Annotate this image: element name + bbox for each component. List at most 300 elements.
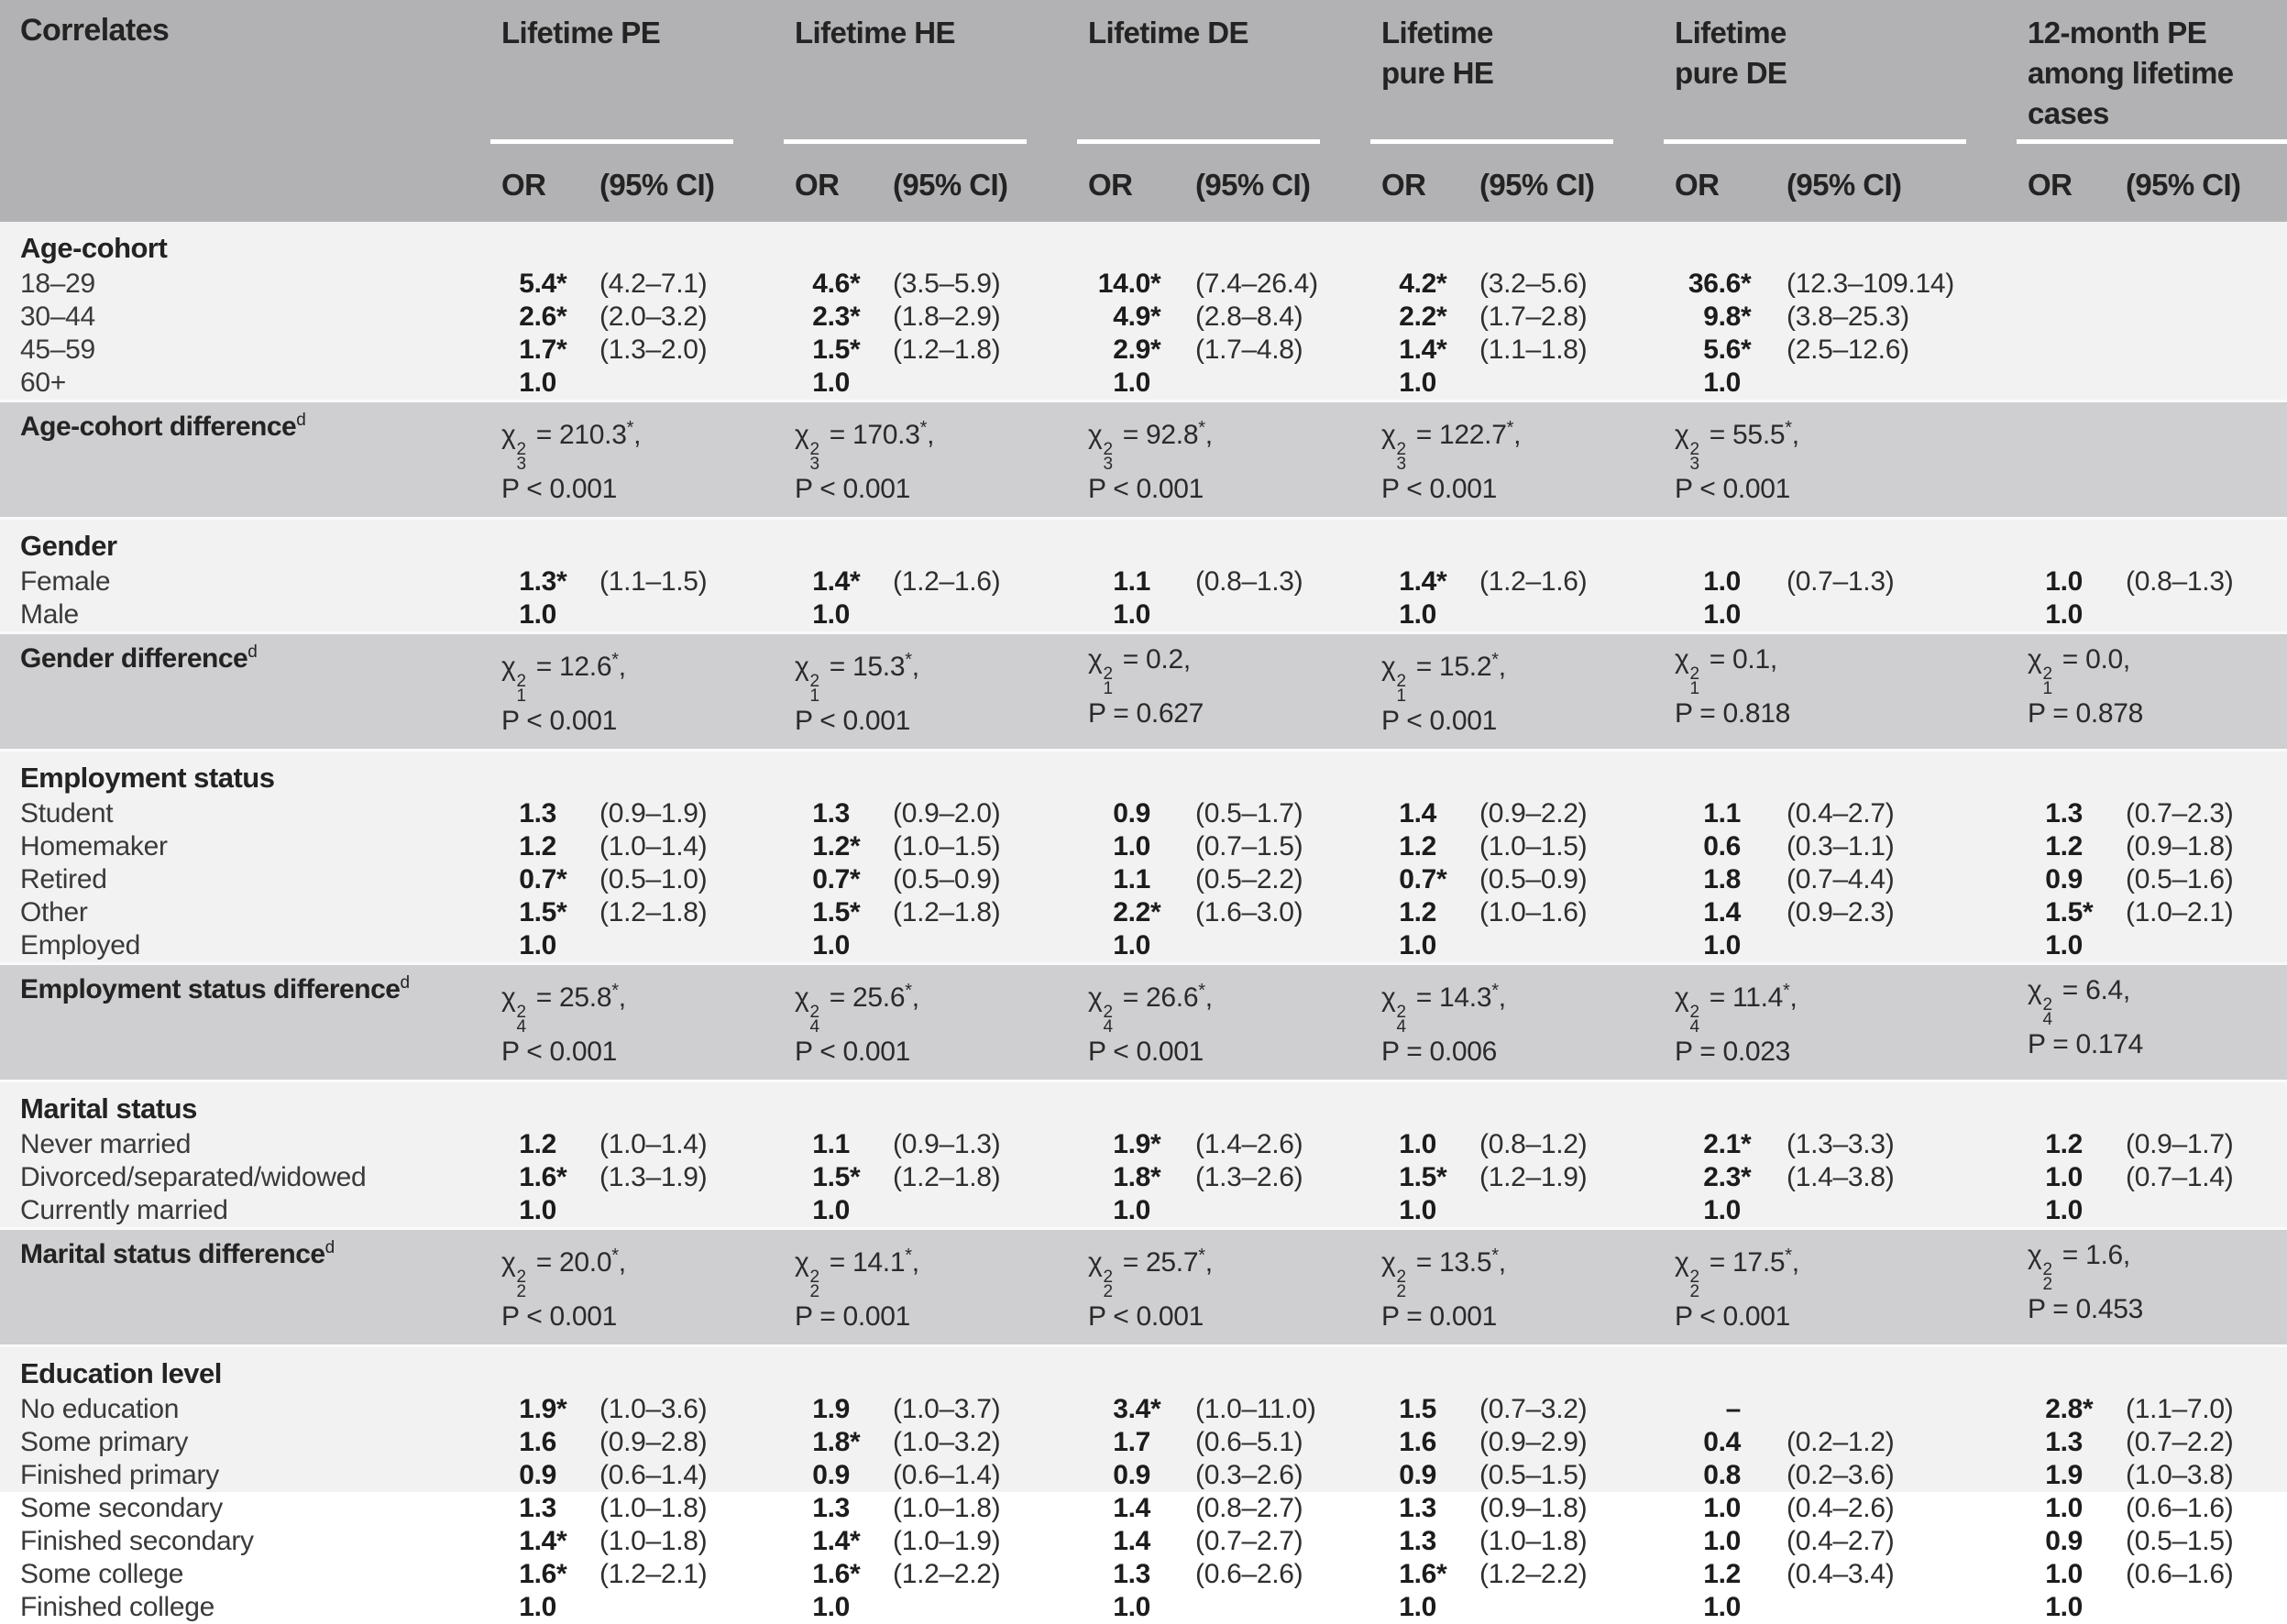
chi-square-text: χ 2 1 = 12.6*, P < 0.001: [501, 650, 626, 736]
ci-value-cell: [880, 797, 1077, 830]
ci-header-label: (95% CI): [1195, 168, 1311, 202]
or-value: 1.4: [1703, 897, 1742, 927]
chi-significance-star: *: [1491, 650, 1499, 670]
or-value-cell: [490, 301, 587, 334]
chi-square-cell: [1077, 401, 1370, 519]
or-value: 2.3: [812, 302, 850, 332]
ci-value-cell: [2113, 1426, 2287, 1459]
ci-value: (1.0–11.0): [1195, 1394, 1316, 1424]
ci-value-cell: [880, 929, 1077, 964]
section-title-cell: Gender: [20, 530, 117, 562]
ci-value-cell: [1774, 1525, 2017, 1558]
or-value-cell: [784, 598, 880, 633]
or-value-cell: [490, 1128, 587, 1161]
ci-value-cell: [1467, 896, 1664, 929]
p-value: P < 0.001: [1088, 474, 1204, 504]
or-value: 1.5: [1399, 1394, 1436, 1424]
chi-square-cell: [1370, 1229, 1664, 1346]
ci-value: (1.2–1.8): [599, 897, 708, 927]
ci-value-cell: [1774, 1194, 2017, 1229]
or-value-cell: [2017, 598, 2113, 633]
difference-row-label: [0, 1229, 490, 1346]
or-value-cell: [490, 334, 587, 367]
or-value-cell: [784, 367, 880, 401]
ci-value: (0.6–1.6): [2126, 1559, 2234, 1589]
ci-value: (3.2–5.6): [1479, 269, 1588, 299]
ci-value: (0.7–1.3): [1787, 566, 1895, 597]
ci-value-cell: [1467, 1591, 1664, 1624]
chi-exponent-df-stack: [809, 1005, 819, 1035]
or-value-cell: [2017, 797, 2113, 830]
chi-degrees-of-freedom: 1: [516, 686, 526, 706]
ci-value-cell: [587, 896, 784, 929]
ci-value: (1.0–1.4): [599, 1129, 708, 1159]
or-value-cell: [1077, 830, 1182, 863]
or-header-cell-5: [2017, 139, 2113, 222]
significance-star: *: [556, 1559, 567, 1589]
ci-value: (1.7–4.8): [1195, 335, 1303, 365]
significance-star: *: [2083, 897, 2094, 927]
or-value-cell: [1077, 1426, 1182, 1459]
ci-value-cell: [880, 1558, 1077, 1591]
row-label: 30–44: [20, 302, 95, 332]
or-value: 1.3: [519, 566, 556, 597]
significance-star: *: [556, 1162, 567, 1192]
p-value: P < 0.001: [795, 1037, 911, 1067]
column-group-title: [1370, 0, 1664, 93]
or-value: 1.4: [519, 1526, 556, 1556]
or-value: 1.5: [812, 335, 850, 365]
or-value-cell: [1664, 367, 1774, 401]
ci-value: (0.8–1.3): [2126, 566, 2234, 597]
or-header-cell-0: [490, 139, 587, 222]
ci-value-cell: [587, 1161, 784, 1194]
or-value: 1.1: [1113, 864, 1150, 894]
table-row: [0, 1393, 2287, 1426]
ci-value: (1.0–3.2): [893, 1427, 1001, 1457]
difference-row-label: [0, 633, 490, 751]
ci-value: (0.4–2.7): [1787, 798, 1895, 828]
ci-value-cell: [1467, 367, 1664, 401]
or-value-cell: [2017, 1525, 2113, 1558]
chi-significance-star: *: [905, 981, 912, 1001]
chi-square-cell: [1370, 633, 1664, 751]
or-value-cell: [1370, 1591, 1467, 1624]
column-group-header-0: [490, 0, 784, 139]
chi-exponent: 2: [1396, 672, 1406, 691]
significance-star: *: [850, 1526, 861, 1556]
chi-value: 25.6: [852, 982, 906, 1013]
table-row: [0, 598, 2287, 633]
or-value-cell: [1370, 863, 1467, 896]
significance-star: *: [1150, 269, 1161, 299]
difference-label-text: Gender difference: [20, 643, 248, 674]
ci-value-cell: [880, 367, 1077, 401]
or-value-cell: [490, 1492, 587, 1525]
p-value: P = 0.453: [2028, 1294, 2144, 1324]
or-value-cell: [1077, 1591, 1182, 1624]
ci-value-cell: [1182, 598, 1370, 633]
or-value: 1.2: [1399, 831, 1436, 861]
chi-square-text: χ 2 3 = 92.8*, P < 0.001: [1088, 418, 1213, 504]
chi-square-text: χ 2 2 = 1.6, P = 0.453: [2028, 1240, 2144, 1324]
ci-value-cell: [880, 896, 1077, 929]
or-value: 0.8: [1703, 1460, 1742, 1490]
significance-star: *: [556, 1526, 567, 1556]
or-value-cell: [2017, 1591, 2113, 1624]
ci-value: (12.3–109.14): [1787, 269, 1954, 299]
ci-value: (0.9–2.3): [1787, 897, 1895, 927]
chi-degrees-of-freedom: 4: [516, 1017, 526, 1037]
table-header: [0, 0, 2287, 222]
or-value: 2.6: [519, 302, 556, 332]
chi-value: 12.6: [559, 652, 612, 682]
chi-square-text: χ 2 1 = 0.0, P = 0.878: [2028, 644, 2144, 729]
ci-value-cell: [1774, 268, 2017, 301]
chi-exponent: 2: [1396, 1267, 1406, 1287]
ci-value-cell: [1774, 929, 2017, 964]
ci-value-cell: [2113, 797, 2287, 830]
or-value: 9.8: [1703, 302, 1742, 332]
significance-star: *: [556, 864, 567, 894]
or-value: 1.3: [1399, 1493, 1436, 1523]
table-row: [0, 1426, 2287, 1459]
chi-significance-star: *: [1785, 1245, 1792, 1266]
or-value-cell: [1370, 797, 1467, 830]
chi-exponent-df-stack: [809, 1267, 819, 1301]
significance-star: *: [556, 269, 567, 299]
ci-value-cell: [587, 301, 784, 334]
row-label: Currently married: [20, 1195, 228, 1225]
table-row: [0, 1558, 2287, 1591]
p-value: P < 0.001: [501, 474, 618, 504]
chi-value: 6.4: [2085, 975, 2123, 1005]
chi-significance-star: *: [1506, 418, 1514, 438]
or-value-cell: [1077, 797, 1182, 830]
ci-value: (2.0–3.2): [599, 302, 708, 332]
or-value-cell: [1077, 565, 1182, 598]
or-value-cell: [2017, 301, 2113, 334]
chi-square-text: χ 2 1 = 0.2, P = 0.627: [1088, 644, 1204, 729]
or-value: 5.6: [1703, 335, 1742, 365]
or-value-cell: [784, 1161, 880, 1194]
or-value: 4.2: [1399, 269, 1436, 299]
chi-square-cell: [784, 401, 1077, 519]
or-header-label: OR: [795, 168, 840, 202]
chi-significance-star: *: [905, 650, 912, 670]
chi-value: 14.1: [852, 1247, 906, 1278]
table-row: [0, 1525, 2287, 1558]
chi-square-text: χ 2 4 = 14.3*, P = 0.006: [1381, 981, 1506, 1067]
or-value-cell: [1077, 1393, 1182, 1426]
or-value-cell: [1370, 896, 1467, 929]
ci-value: (0.6–2.6): [1195, 1559, 1303, 1589]
or-value: 1.2: [2045, 831, 2084, 861]
or-value: 0.9: [519, 1460, 556, 1490]
or-value: 1.2: [519, 831, 556, 861]
or-value: 1.0: [2045, 1162, 2084, 1192]
chi-degrees-of-freedom: 2: [516, 1282, 526, 1301]
ci-value: (0.2–1.2): [1787, 1427, 1895, 1457]
or-value: 0.7: [812, 864, 850, 894]
ci-value-cell: [1467, 1194, 1664, 1229]
or-value: 2.1: [1703, 1129, 1742, 1159]
chi-degrees-of-freedom: 4: [1396, 1017, 1406, 1037]
ci-value-cell: [587, 929, 784, 964]
significance-star: *: [1436, 335, 1447, 365]
or-value: 1.1: [1703, 798, 1742, 828]
or-value: 1.2: [812, 831, 850, 861]
section-title-cell: Employment status: [20, 762, 275, 794]
ci-value-cell: [587, 334, 784, 367]
or-value-cell: [1664, 598, 1774, 633]
or-value-cell: [1664, 1525, 1774, 1558]
chi-significance-star: *: [1491, 1245, 1499, 1266]
or-value: 1.0: [2045, 1195, 2084, 1225]
chi-value: 14.3: [1439, 982, 1492, 1013]
or-value: 1.0: [519, 1195, 556, 1225]
ci-value-cell: [1182, 1459, 1370, 1492]
ci-value-cell: [880, 268, 1077, 301]
ci-value-cell: [1467, 301, 1664, 334]
row-label: Finished secondary: [20, 1526, 254, 1556]
chi-exponent: 2: [1103, 1003, 1113, 1022]
chi-significance-star: *: [611, 650, 619, 670]
or-value: 1.0: [519, 1592, 556, 1622]
or-value-cell: [1370, 334, 1467, 367]
ci-value-cell: [2113, 1393, 2287, 1426]
chi-exponent: 2: [1103, 440, 1113, 459]
ci-value-cell: [880, 565, 1077, 598]
ci-value: (0.9–1.8): [1479, 1493, 1588, 1523]
ci-header-cell-1: [880, 139, 1077, 222]
ci-value-cell: [2113, 334, 2287, 367]
or-value: 0.7: [1399, 864, 1436, 894]
chi-significance-star: *: [1198, 1245, 1205, 1266]
or-value: 1.6: [519, 1162, 556, 1192]
column-group-header-4: [1664, 0, 2017, 139]
section-title-row: [0, 519, 2287, 566]
ci-value-cell: [1467, 1426, 1664, 1459]
chi-square-text: χ 2 4 = 25.6*, P < 0.001: [795, 981, 919, 1067]
significance-star: *: [1150, 335, 1161, 365]
or-value: 0.9: [812, 1460, 850, 1490]
difference-row: [0, 401, 2287, 519]
difference-label-superscript: d: [400, 973, 411, 993]
significance-star: *: [1741, 1129, 1752, 1159]
table-row: [0, 896, 2287, 929]
ci-value-cell: [2113, 1194, 2287, 1229]
ci-header-cell-4: [1774, 139, 2017, 222]
ci-value-cell: [1774, 1128, 2017, 1161]
ci-value-cell: [1182, 797, 1370, 830]
or-value-cell: [1370, 367, 1467, 401]
or-value-cell: [2017, 367, 2113, 401]
or-value-cell: [1370, 268, 1467, 301]
or-value: 1.2: [519, 1129, 556, 1159]
chi-degrees-of-freedom: 3: [809, 455, 819, 474]
section-title-cell: Marital status: [20, 1092, 197, 1125]
significance-star: *: [850, 897, 861, 927]
ci-value-cell: [1774, 1591, 2017, 1624]
chi-square-text: χ 2 4 = 25.8*, P < 0.001: [501, 981, 626, 1067]
p-value: P < 0.001: [501, 1301, 618, 1332]
or-value-cell: [1370, 830, 1467, 863]
chi-square-text: χ 2 1 = 15.3*, P < 0.001: [795, 650, 919, 736]
chi-exponent-df-stack: [1103, 440, 1113, 474]
or-value: 1.5: [2045, 897, 2084, 927]
or-value-cell: [1664, 1128, 1774, 1161]
ci-value-cell: [1774, 1393, 2017, 1426]
ci-value: (0.3–1.1): [1787, 831, 1895, 861]
ci-value-cell: [2113, 565, 2287, 598]
or-value-cell: [490, 565, 587, 598]
column-title-line: 12-month PE: [2028, 16, 2207, 49]
or-value: 1.6: [519, 1559, 556, 1589]
or-value-cell: [784, 929, 880, 964]
ci-header-label: (95% CI): [893, 168, 1008, 202]
chi-value: 25.8: [559, 982, 612, 1013]
or-value-cell: [1664, 1393, 1774, 1426]
ci-value: (0.5–2.2): [1195, 864, 1303, 894]
p-value: P < 0.001: [795, 474, 911, 504]
ci-value: (0.9–2.9): [1479, 1427, 1588, 1457]
difference-label-text: Employment status difference: [20, 974, 401, 1004]
or-value-cell: [1664, 863, 1774, 896]
table-row: [0, 830, 2287, 863]
column-title-line: Lifetime: [1381, 16, 1493, 49]
ci-value: (0.9–1.8): [2126, 831, 2234, 861]
column-group-title: [490, 0, 784, 53]
or-value-cell: [784, 1591, 880, 1624]
significance-star: *: [850, 302, 861, 332]
or-value-cell: [784, 1525, 880, 1558]
chi-square-cell: [1370, 964, 1664, 1081]
chi-exponent-df-stack: [1396, 440, 1406, 474]
table-row: [0, 1459, 2287, 1492]
ci-value-cell: [2113, 929, 2287, 964]
ci-value-cell: [2113, 1161, 2287, 1194]
or-value: –: [1725, 1394, 1742, 1424]
chi-value: 17.5: [1732, 1247, 1786, 1278]
significance-star: *: [850, 864, 861, 894]
or-header-cell-3: [1370, 139, 1467, 222]
or-value: 1.8: [1703, 864, 1742, 894]
ci-value-cell: [2113, 1492, 2287, 1525]
ci-value-cell: [587, 1492, 784, 1525]
or-value-cell: [490, 1426, 587, 1459]
or-value: 1.8: [1113, 1162, 1150, 1192]
ci-value-cell: [587, 598, 784, 633]
or-value: 1.5: [1399, 1162, 1436, 1192]
or-value-cell: [784, 334, 880, 367]
ci-value-cell: [880, 863, 1077, 896]
chi-exponent: 2: [1396, 440, 1406, 459]
ci-value-cell: [2113, 1459, 2287, 1492]
significance-star: *: [1150, 1394, 1161, 1424]
or-value-cell: [1664, 1194, 1774, 1229]
or-value-cell: [784, 1558, 880, 1591]
chi-degrees-of-freedom: 3: [1396, 455, 1406, 474]
or-value: 1.0: [1703, 1493, 1742, 1523]
ci-value-cell: [880, 1525, 1077, 1558]
ci-value-cell: [880, 1591, 1077, 1624]
chi-exponent-df-stack: [809, 672, 819, 706]
or-value-cell: [1370, 1194, 1467, 1229]
ci-value: (0.3–2.6): [1195, 1460, 1303, 1490]
ci-value-cell: [1467, 1558, 1664, 1591]
ci-value-cell: [880, 1161, 1077, 1194]
or-value-cell: [2017, 830, 2113, 863]
ci-value-cell: [880, 830, 1077, 863]
p-value: P = 0.001: [795, 1301, 911, 1332]
chi-exponent: 2: [1103, 1267, 1113, 1287]
chi-exponent: 2: [809, 1267, 819, 1287]
or-value-cell: [1664, 830, 1774, 863]
ci-value-cell: [587, 797, 784, 830]
significance-star: *: [850, 831, 861, 861]
table-row: [0, 1591, 2287, 1624]
ci-value-cell: [587, 1128, 784, 1161]
or-value: 3.4: [1113, 1394, 1150, 1424]
or-value-cell: [1664, 929, 1774, 964]
column-group-header-3: [1370, 0, 1664, 139]
ci-value-cell: [880, 1393, 1077, 1426]
ci-value: (1.0–3.8): [2126, 1460, 2234, 1490]
difference-row-label: [0, 401, 490, 519]
chi-exponent: 2: [1689, 440, 1699, 459]
ci-value-cell: [1182, 830, 1370, 863]
or-value: 1.3: [2045, 1427, 2084, 1457]
chi-exponent-df-stack: [516, 1005, 525, 1035]
or-value: 1.2: [1703, 1559, 1742, 1589]
column-group-title: [2017, 0, 2287, 134]
chi-degrees-of-freedom: 2: [1103, 1282, 1113, 1301]
chi-square-cell: [2017, 1229, 2287, 1346]
chi-square-cell: [490, 964, 784, 1081]
difference-row: [0, 964, 2287, 1081]
ci-value: (0.5–0.9): [893, 864, 1001, 894]
ci-value: (0.2–3.6): [1787, 1460, 1895, 1490]
chi-value: 210.3: [559, 420, 627, 450]
ci-value: (4.2–7.1): [599, 269, 708, 299]
p-value: P < 0.001: [1381, 474, 1498, 504]
ci-value: (1.2–2.1): [599, 1559, 708, 1589]
ci-value: (0.4–2.6): [1787, 1493, 1895, 1523]
or-value: 1.0: [1703, 599, 1742, 630]
or-value-cell: [784, 896, 880, 929]
chi-significance-star: *: [1785, 418, 1792, 438]
or-value: 1.0: [1113, 599, 1150, 630]
ci-value: (1.0–1.6): [1479, 897, 1588, 927]
ci-value: (1.0–3.6): [599, 1394, 708, 1424]
ci-value-cell: [587, 1525, 784, 1558]
or-value-cell: [1664, 1426, 1774, 1459]
chi-square-text: χ 2 3 = 55.5*, P < 0.001: [1675, 418, 1799, 504]
chi-value: 55.5: [1732, 420, 1786, 450]
or-value-cell: [2017, 929, 2113, 964]
ci-value: (0.8–1.3): [1195, 566, 1303, 597]
ci-value: (1.0–1.8): [1479, 1526, 1588, 1556]
chi-degrees-of-freedom: 4: [809, 1017, 819, 1037]
ci-value: (0.7–4.4): [1787, 864, 1895, 894]
ci-value-cell: [1774, 565, 2017, 598]
table-row: [0, 929, 2287, 964]
significance-star: *: [1741, 302, 1752, 332]
chi-square-cell: [490, 401, 784, 519]
ci-value-cell: [1182, 863, 1370, 896]
chi-value: 15.2: [1439, 652, 1492, 682]
